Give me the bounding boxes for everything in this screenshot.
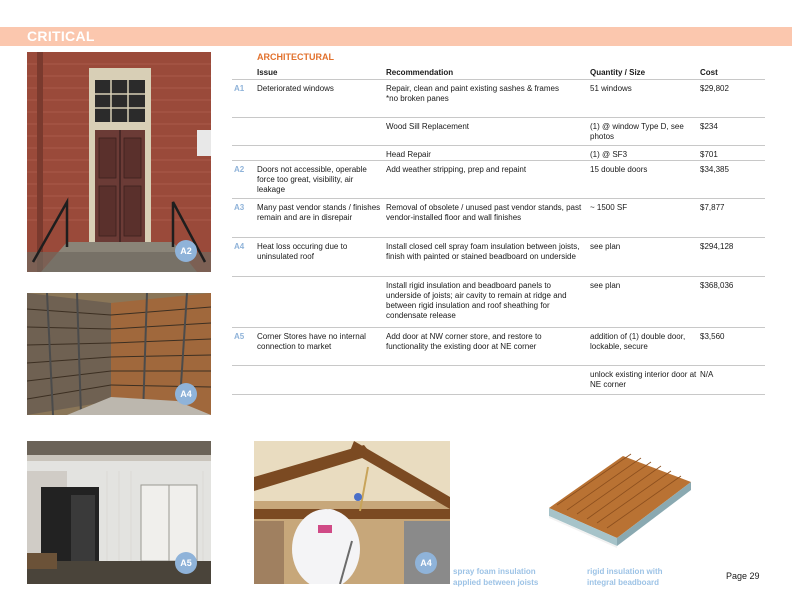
row-recommendation: Install rigid insulation and beadboard panels to underside of joists; air cavity to remain at ridge and between rigid insulation and roof sheathing for condensate release [386,281,567,320]
row-id: A5 [234,332,245,341]
table-row [232,161,765,199]
row-quantity: ~ 1500 SF [590,203,628,212]
row-recommendation: Add weather stripping, prep and repaint [386,165,527,174]
row-id: A2 [234,165,245,174]
rigid-insulation-caption: rigid insulation with integral beadboard [587,567,663,587]
row-cost: $3,560 [700,332,725,341]
row-cost: $29,802 [700,84,729,93]
header-cost: Cost [700,68,718,77]
corner-store-photo [27,441,211,584]
table-row [232,118,765,146]
door-photo [27,52,211,272]
header-recommendation: Recommendation [386,68,454,77]
table-header [232,66,765,80]
rigid-insulation-illustration [545,450,695,550]
table-row [232,328,765,366]
row-recommendation: Repair, clean and paint existing sashes & frames *no broken panes [386,84,559,103]
row-quantity: (1) @ window Type D, see photos [590,122,684,141]
header-quantity: Quantity / Size [590,68,646,77]
row-issue: Heat loss occuring due to uninsulated roof [257,242,348,261]
row-cost: $701 [700,150,718,159]
recommendations-table [232,66,765,395]
interior-ceiling-photo [27,293,211,415]
table-row [232,80,765,118]
table-row [232,277,765,328]
table-row [232,366,765,395]
row-quantity: 51 windows [590,84,632,93]
row-issue: Doors not accessible, operable force too great, visibility, air leakage [257,165,367,194]
table-row [232,238,765,277]
spray-foam-caption: spray foam insulation applied between joists [453,567,539,587]
row-quantity: see plan [590,242,621,251]
page-number: Page 29 [726,571,760,581]
row-issue: Corner Stores have no internal connection to market [257,332,366,351]
row-recommendation: Head Repair [386,150,431,159]
row-issue: Deteriorated windows [257,84,334,93]
photo-tag-a5: A5 [175,552,197,574]
table-row [232,146,765,161]
row-recommendation: Install closed cell spray foam insulation between joists, finish with painted or stained beadboard on underside [386,242,580,261]
row-recommendation: Removal of obsolete / unused past vendor stands, past vendor-installed floor and wall finishes [386,203,582,222]
row-issue: Many past vendor stands / finishes remain and are in disrepair [257,203,381,222]
photo-tag-a2: A2 [175,240,197,262]
banner-title: CRITICAL [27,28,95,44]
header-issue: Issue [257,68,278,77]
row-id: A1 [234,84,245,93]
row-quantity: unlock existing interior door at NE corner [590,370,697,389]
row-cost: $34,385 [700,165,729,174]
section-banner [0,27,792,46]
row-recommendation: Add door at NW corner store, and restore to functionality the existing door at NE corner [386,332,542,351]
row-quantity: see plan [590,281,621,290]
section-heading: ARCHITECTURAL [257,52,334,62]
row-cost: $294,128 [700,242,734,251]
row-id: A4 [234,242,245,251]
spray-foam-photo [254,441,450,584]
row-cost: $368,036 [700,281,734,290]
row-quantity: addition of (1) double door, lockable, secure [590,332,686,351]
row-quantity: (1) @ SF3 [590,150,628,159]
photo-tag-a4: A4 [175,383,197,405]
row-cost: $7,877 [700,203,725,212]
table-row [232,199,765,238]
row-cost: $234 [700,122,718,131]
row-quantity: 15 double doors [590,165,648,174]
photo-tag-a4-spray: A4 [415,552,437,574]
row-id: A3 [234,203,245,212]
row-cost: N/A [700,370,714,379]
row-recommendation: Wood Sill Replacement [386,122,470,131]
